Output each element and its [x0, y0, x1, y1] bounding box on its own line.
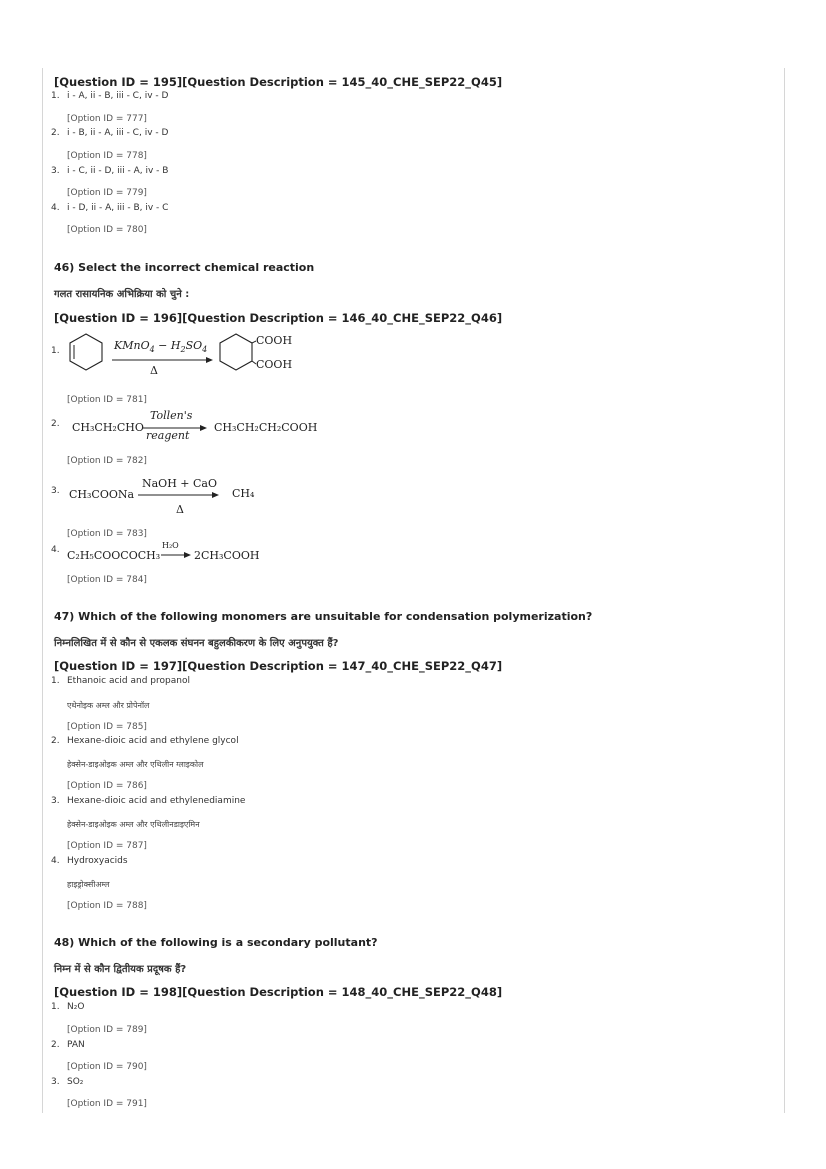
option-number: 2.	[51, 1040, 60, 1050]
cyclohexane-ring	[220, 334, 252, 370]
option-id: [Option ID = 783]	[67, 529, 147, 539]
heat-label: Δ	[176, 503, 184, 516]
reagent-bottom-label: reagent	[146, 429, 190, 442]
question-hindi: गलत रासायनिक अभिक्रिया को चुने :	[54, 289, 190, 300]
option-row	[51, 736, 239, 746]
reactant-label: C₂H₅COOCOCH₃	[67, 549, 161, 562]
option-number: 4.	[51, 203, 60, 213]
option-row	[51, 1040, 85, 1050]
option-hindi: हेक्सेन-डाइओइक अम्ल और एथिलीनडाइएमिन	[67, 820, 200, 829]
option-id: [Option ID = 786]	[67, 781, 147, 791]
left-border	[42, 68, 43, 1113]
option-text: i - B, ii - A, iii - C, iv - D	[67, 128, 169, 138]
option-number: 2.	[51, 419, 60, 429]
option-text: i - C, ii - D, iii - A, iv - B	[67, 166, 169, 176]
option-text: Ethanoic acid and propanol	[67, 676, 190, 686]
option-id: [Option ID = 777]	[67, 114, 147, 124]
option-row	[51, 1077, 83, 1087]
question-id-line: [Question ID = 198][Question Description = 148_40_CHE_SEP22_Q48]	[54, 985, 503, 999]
option-id: [Option ID = 780]	[67, 225, 147, 235]
cyclohexene-ring	[70, 334, 102, 370]
option-number: 3.	[51, 796, 60, 806]
option-id: [Option ID = 785]	[67, 722, 147, 732]
option-text: SO₂	[67, 1077, 84, 1087]
option-row	[51, 128, 168, 138]
option-text: N₂O	[67, 1002, 85, 1012]
option-text: i - D, ii - A, iii - B, iv - C	[67, 203, 169, 213]
option-number: 1.	[51, 346, 60, 356]
product-top-label: COOH	[256, 334, 293, 347]
reagent-top-label: NaOH + CaO	[142, 477, 217, 490]
question-heading: 46) Select the incorrect chemical reaction	[54, 261, 315, 274]
reaction-arrow	[160, 551, 194, 559]
option-row	[51, 856, 128, 866]
option-number: 3.	[51, 486, 60, 496]
question-hindi: निम्नलिखित में से कौन से एकलक संघनन बहुलकीकरण के लिए अनुपयुक्त हैं?	[54, 638, 339, 649]
arrow-head	[206, 357, 213, 363]
option-id: [Option ID = 779]	[67, 188, 147, 198]
option-id: [Option ID = 781]	[67, 395, 147, 405]
question-id-line: [Question ID = 195][Question Description = 145_40_CHE_SEP22_Q45]	[54, 75, 503, 89]
question-id-line: [Question ID = 196][Question Description = 146_40_CHE_SEP22_Q46]	[54, 311, 503, 325]
option-id: [Option ID = 782]	[67, 456, 147, 466]
option-id: [Option ID = 791]	[67, 1099, 147, 1109]
option-number: 1.	[51, 91, 60, 101]
question-id-line: [Question ID = 197][Question Description = 147_40_CHE_SEP22_Q47]	[54, 659, 503, 673]
option-id: [Option ID = 778]	[67, 151, 147, 161]
option-row	[51, 1002, 84, 1012]
option-id: [Option ID = 784]	[67, 575, 147, 585]
option-row	[51, 796, 245, 806]
option-row	[51, 676, 190, 686]
reactant-label: CH₃COONa	[69, 488, 135, 501]
option-number: 3.	[51, 1077, 60, 1087]
option-number: 2.	[51, 736, 60, 746]
option-text: Hydroxyacids	[67, 856, 128, 866]
option-id: [Option ID = 789]	[67, 1025, 147, 1035]
option-id: [Option ID = 788]	[67, 901, 147, 911]
option-number: 1.	[51, 1002, 60, 1012]
option-id: [Option ID = 787]	[67, 841, 147, 851]
option-text: PAN	[67, 1040, 85, 1050]
reagent-top-label: Tollen's	[150, 409, 193, 422]
option-text: Hexane-dioic acid and ethylene glycol	[67, 736, 239, 746]
option-number: 4.	[51, 856, 60, 866]
question-hindi: निम्न में से कौन द्वितीयक प्रदूषक हैं?	[54, 964, 187, 975]
product-label: CH₃CH₂CH₂COOH	[214, 421, 318, 434]
question-heading: 48) Which of the following is a secondary pollutant?	[54, 936, 378, 949]
option-text: i - A, ii - B, iii - C, iv - D	[67, 91, 169, 101]
reactant-label: CH₃CH₂CHO	[72, 421, 144, 434]
reaction-arrow	[136, 491, 224, 499]
option-row	[51, 166, 168, 176]
option-id: [Option ID = 790]	[67, 1062, 147, 1072]
heat-label: Δ	[150, 364, 158, 377]
option-row	[51, 91, 168, 101]
product-label: CH₄	[232, 487, 255, 500]
option-text: Hexane-dioic acid and ethylenediamine	[67, 796, 246, 806]
right-border	[784, 68, 785, 1113]
product-bottom-label: COOH	[256, 358, 293, 371]
option-hindi: एथेनोइक अम्ल और प्रोपेनॉल	[67, 701, 150, 710]
option-hindi: हाइड्रोक्सीअम्ल	[67, 880, 110, 889]
option-number: 2.	[51, 128, 60, 138]
option-number: 3.	[51, 166, 60, 176]
option-number: 4.	[51, 545, 60, 555]
option-number: 1.	[51, 676, 60, 686]
question-heading: 47) Which of the following monomers are unsuitable for condensation polymerization?	[54, 610, 593, 623]
reagent-top-label: H₂O	[162, 541, 179, 550]
product-label: 2CH₃COOH	[194, 549, 260, 562]
option-row	[51, 203, 168, 213]
option-hindi: हेक्सेन-डाइओइक अम्ल और एथिलीन ग्लाइकोल	[67, 760, 204, 769]
reagent-label: KMnO$_4$ − $H_2SO_4$	[114, 339, 208, 355]
